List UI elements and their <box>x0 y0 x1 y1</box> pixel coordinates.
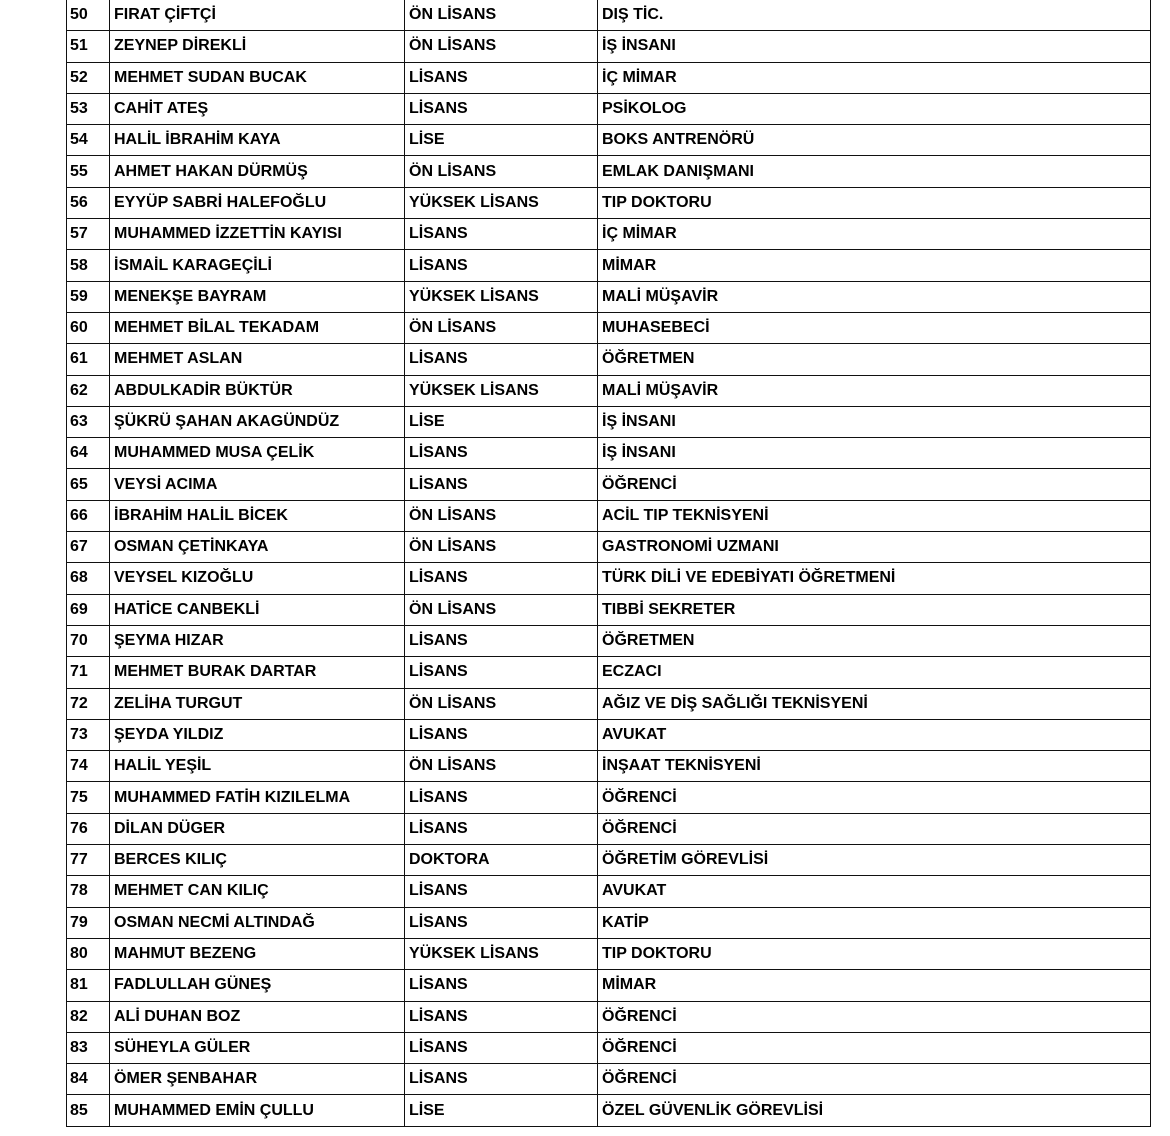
table-row <box>67 1001 1151 1032</box>
education-cell: LİSANS <box>405 876 598 907</box>
row-number-cell: 59 <box>67 281 110 312</box>
education-cell: LİSANS <box>405 907 598 938</box>
table-row <box>67 187 1151 218</box>
row-number-cell: 65 <box>67 469 110 500</box>
education-cell: LİSANS <box>405 250 598 281</box>
education-cell: LİSANS <box>405 657 598 688</box>
table-row <box>67 970 1151 1001</box>
row-number-cell: 60 <box>67 312 110 343</box>
education-cell: LİSANS <box>405 1032 598 1063</box>
name-cell: ÖMER ŞENBAHAR <box>110 1064 405 1095</box>
profession-cell: ÖĞRENCİ <box>598 782 1151 813</box>
profession-cell: ÖĞRENCİ <box>598 1032 1151 1063</box>
row-number-cell: 57 <box>67 219 110 250</box>
table-row <box>67 719 1151 750</box>
name-cell: ALİ DUHAN BOZ <box>110 1001 405 1032</box>
name-cell: MEHMET SUDAN BUCAK <box>110 62 405 93</box>
education-cell: LİSANS <box>405 970 598 1001</box>
table-row <box>67 813 1151 844</box>
name-cell: ŞÜKRÜ ŞAHAN AKAGÜNDÜZ <box>110 406 405 437</box>
table-row <box>67 125 1151 156</box>
row-number-cell: 82 <box>67 1001 110 1032</box>
name-cell: CAHİT ATEŞ <box>110 93 405 124</box>
table-row <box>67 500 1151 531</box>
profession-cell: MALİ MÜŞAVİR <box>598 281 1151 312</box>
table-row <box>67 625 1151 656</box>
profession-cell: ÖĞRENCİ <box>598 1001 1151 1032</box>
education-cell: LİSANS <box>405 782 598 813</box>
row-number-cell: 84 <box>67 1064 110 1095</box>
profession-cell: ÖĞRENCİ <box>598 813 1151 844</box>
profession-cell: ACİL TIP TEKNİSYENİ <box>598 500 1151 531</box>
row-number-cell: 74 <box>67 751 110 782</box>
table-row <box>67 375 1151 406</box>
profession-cell: BOKS ANTRENÖRÜ <box>598 125 1151 156</box>
name-cell: BERCES KILIÇ <box>110 845 405 876</box>
name-cell: ZEYNEP DİREKLİ <box>110 31 405 62</box>
table-row <box>67 344 1151 375</box>
profession-cell: İÇ MİMAR <box>598 62 1151 93</box>
profession-cell: AVUKAT <box>598 876 1151 907</box>
profession-cell: EMLAK DANIŞMANI <box>598 156 1151 187</box>
table-row <box>67 938 1151 969</box>
name-cell: HALİL İBRAHİM KAYA <box>110 125 405 156</box>
education-cell: YÜKSEK LİSANS <box>405 281 598 312</box>
table-row <box>67 281 1151 312</box>
name-cell: HATİCE CANBEKLİ <box>110 594 405 625</box>
education-cell: YÜKSEK LİSANS <box>405 187 598 218</box>
row-number-cell: 77 <box>67 845 110 876</box>
profession-cell: İÇ MİMAR <box>598 219 1151 250</box>
education-cell: ÖN LİSANS <box>405 156 598 187</box>
row-number-cell: 55 <box>67 156 110 187</box>
profession-cell: MİMAR <box>598 970 1151 1001</box>
education-cell: DOKTORA <box>405 845 598 876</box>
education-cell: ÖN LİSANS <box>405 500 598 531</box>
row-number-cell: 64 <box>67 438 110 469</box>
education-cell: ÖN LİSANS <box>405 594 598 625</box>
name-cell: MEHMET BİLAL TEKADAM <box>110 312 405 343</box>
table-row <box>67 438 1151 469</box>
education-cell: LİSANS <box>405 219 598 250</box>
table-row <box>67 876 1151 907</box>
education-cell: LİSANS <box>405 1001 598 1032</box>
table-row <box>67 907 1151 938</box>
table-row <box>67 62 1151 93</box>
table-row <box>67 1064 1151 1095</box>
education-cell: YÜKSEK LİSANS <box>405 375 598 406</box>
row-number-cell: 78 <box>67 876 110 907</box>
profession-cell: GASTRONOMİ UZMANI <box>598 532 1151 563</box>
profession-cell: MALİ MÜŞAVİR <box>598 375 1151 406</box>
profession-cell: İNŞAAT TEKNİSYENİ <box>598 751 1151 782</box>
profession-cell: ÖĞRETMEN <box>598 344 1151 375</box>
row-number-cell: 81 <box>67 970 110 1001</box>
table-row <box>67 219 1151 250</box>
row-number-cell: 66 <box>67 500 110 531</box>
name-cell: ZELİHA TURGUT <box>110 688 405 719</box>
education-cell: ÖN LİSANS <box>405 751 598 782</box>
name-cell: MEHMET BURAK DARTAR <box>110 657 405 688</box>
row-number-cell: 79 <box>67 907 110 938</box>
education-cell: LİSE <box>405 406 598 437</box>
profession-cell: MİMAR <box>598 250 1151 281</box>
profession-cell: İŞ İNSANI <box>598 438 1151 469</box>
row-number-cell: 73 <box>67 719 110 750</box>
name-cell: MAHMUT BEZENG <box>110 938 405 969</box>
name-cell: MENEKŞE BAYRAM <box>110 281 405 312</box>
education-cell: ÖN LİSANS <box>405 31 598 62</box>
profession-cell: KATİP <box>598 907 1151 938</box>
row-number-cell: 75 <box>67 782 110 813</box>
table-row <box>67 751 1151 782</box>
education-cell: LİSANS <box>405 344 598 375</box>
profession-cell: ÖĞRETİM GÖREVLİSİ <box>598 845 1151 876</box>
name-cell: MEHMET ASLAN <box>110 344 405 375</box>
name-cell: MUHAMMED FATİH KIZILELMA <box>110 782 405 813</box>
profession-cell: TIP DOKTORU <box>598 187 1151 218</box>
education-cell: LİSANS <box>405 719 598 750</box>
name-cell: FADLULLAH GÜNEŞ <box>110 970 405 1001</box>
education-cell: LİSANS <box>405 93 598 124</box>
row-number-cell: 61 <box>67 344 110 375</box>
name-cell: VEYSEL KIZOĞLU <box>110 563 405 594</box>
profession-cell: TIBBİ SEKRETER <box>598 594 1151 625</box>
name-cell: OSMAN ÇETİNKAYA <box>110 532 405 563</box>
row-number-cell: 58 <box>67 250 110 281</box>
name-cell: ŞEYMA HIZAR <box>110 625 405 656</box>
profession-cell: DIŞ TİC. <box>598 0 1151 31</box>
name-cell: MUHAMMED İZZETTİN KAYISI <box>110 219 405 250</box>
profession-cell: TÜRK DİLİ VE EDEBİYATI ÖĞRETMENİ <box>598 563 1151 594</box>
table-row <box>67 469 1151 500</box>
row-number-cell: 62 <box>67 375 110 406</box>
row-number-cell: 54 <box>67 125 110 156</box>
education-cell: ÖN LİSANS <box>405 532 598 563</box>
education-cell: LİSANS <box>405 813 598 844</box>
table-row <box>67 1032 1151 1063</box>
row-number-cell: 80 <box>67 938 110 969</box>
name-cell: ABDULKADİR BÜKTÜR <box>110 375 405 406</box>
profession-cell: ECZACI <box>598 657 1151 688</box>
profession-cell: ÖĞRENCİ <box>598 469 1151 500</box>
education-cell: ÖN LİSANS <box>405 688 598 719</box>
candidate-table-body <box>67 0 1151 1126</box>
education-cell: LİSANS <box>405 62 598 93</box>
name-cell: MEHMET CAN KILIÇ <box>110 876 405 907</box>
profession-cell: ÖĞRENCİ <box>598 1064 1151 1095</box>
name-cell: AHMET HAKAN DÜRMÜŞ <box>110 156 405 187</box>
profession-cell: ÖZEL GÜVENLİK GÖREVLİSİ <box>598 1095 1151 1126</box>
name-cell: ŞEYDA YILDIZ <box>110 719 405 750</box>
education-cell: YÜKSEK LİSANS <box>405 938 598 969</box>
name-cell: SÜHEYLA GÜLER <box>110 1032 405 1063</box>
education-cell: LİSANS <box>405 469 598 500</box>
table-row <box>67 594 1151 625</box>
table-row <box>67 156 1151 187</box>
row-number-cell: 71 <box>67 657 110 688</box>
name-cell: VEYSİ ACIMA <box>110 469 405 500</box>
table-row <box>67 782 1151 813</box>
table-row <box>67 845 1151 876</box>
row-number-cell: 72 <box>67 688 110 719</box>
table-row <box>67 31 1151 62</box>
row-number-cell: 85 <box>67 1095 110 1126</box>
row-number-cell: 76 <box>67 813 110 844</box>
table-row <box>67 657 1151 688</box>
name-cell: OSMAN NECMİ ALTINDAĞ <box>110 907 405 938</box>
table-row <box>67 1095 1151 1126</box>
candidate-table <box>66 0 1151 1127</box>
profession-cell: MUHASEBECİ <box>598 312 1151 343</box>
education-cell: LİSE <box>405 125 598 156</box>
name-cell: FIRAT ÇİFTÇİ <box>110 0 405 31</box>
table-row <box>67 0 1151 31</box>
education-cell: LİSANS <box>405 1064 598 1095</box>
table-row <box>67 250 1151 281</box>
table-row <box>67 312 1151 343</box>
name-cell: HALİL YEŞİL <box>110 751 405 782</box>
row-number-cell: 52 <box>67 62 110 93</box>
table-row <box>67 532 1151 563</box>
row-number-cell: 56 <box>67 187 110 218</box>
table-row <box>67 406 1151 437</box>
row-number-cell: 69 <box>67 594 110 625</box>
education-cell: ÖN LİSANS <box>405 0 598 31</box>
name-cell: EYYÜP SABRİ HALEFOĞLU <box>110 187 405 218</box>
name-cell: İSMAİL KARAGEÇİLİ <box>110 250 405 281</box>
profession-cell: ÖĞRETMEN <box>598 625 1151 656</box>
row-number-cell: 51 <box>67 31 110 62</box>
row-number-cell: 63 <box>67 406 110 437</box>
education-cell: LİSANS <box>405 625 598 656</box>
row-number-cell: 67 <box>67 532 110 563</box>
row-number-cell: 83 <box>67 1032 110 1063</box>
row-number-cell: 50 <box>67 0 110 31</box>
table-row <box>67 688 1151 719</box>
profession-cell: TIP DOKTORU <box>598 938 1151 969</box>
profession-cell: İŞ İNSANI <box>598 31 1151 62</box>
name-cell: DİLAN DÜGER <box>110 813 405 844</box>
name-cell: İBRAHİM HALİL BİCEK <box>110 500 405 531</box>
profession-cell: İŞ İNSANI <box>598 406 1151 437</box>
table-row <box>67 563 1151 594</box>
row-number-cell: 53 <box>67 93 110 124</box>
profession-cell: PSİKOLOG <box>598 93 1151 124</box>
row-number-cell: 70 <box>67 625 110 656</box>
profession-cell: AĞIZ VE DİŞ SAĞLIĞI TEKNİSYENİ <box>598 688 1151 719</box>
table-row <box>67 93 1151 124</box>
education-cell: ÖN LİSANS <box>405 312 598 343</box>
education-cell: LİSANS <box>405 563 598 594</box>
education-cell: LİSANS <box>405 438 598 469</box>
education-cell: LİSE <box>405 1095 598 1126</box>
profession-cell: AVUKAT <box>598 719 1151 750</box>
row-number-cell: 68 <box>67 563 110 594</box>
name-cell: MUHAMMED MUSA ÇELİK <box>110 438 405 469</box>
name-cell: MUHAMMED EMİN ÇULLU <box>110 1095 405 1126</box>
